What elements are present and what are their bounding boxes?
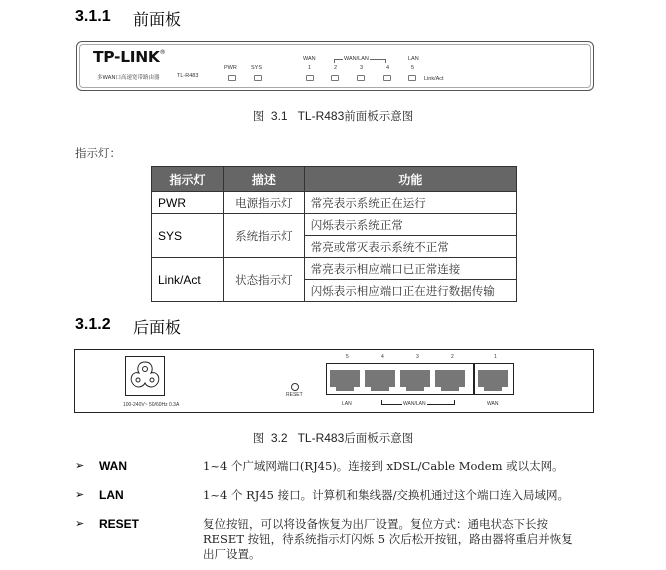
rear-wanlan-label: WAN/LAN (403, 401, 426, 407)
figure-caption-1: 图 3.1 TL-R483前面板示意图 (252, 109, 414, 123)
table-row (152, 258, 517, 280)
wan-group-label: WAN (303, 56, 316, 62)
section-number: 3.1.1 (75, 8, 111, 25)
model-label: TL-R483 (177, 73, 199, 79)
port-1-led (306, 75, 314, 81)
bullet-description: 复位按钮，可以将设备恢复为出厂设置。复位方式：通电状态下长按 RESET 按钮，待系统指示灯闪烁 5 次后松开按钮，路由器将重启并恢复 出厂设置。 (203, 517, 573, 561)
section-heading-front-panel (75, 8, 375, 30)
bullet-arrow-icon: ➢ (75, 518, 85, 530)
port-4-led (383, 75, 391, 81)
port-2-number: 2 (451, 354, 454, 360)
port-1-label: 1 (308, 65, 312, 71)
sys-label: SYS (251, 65, 263, 71)
description-cell: 系统指示灯 (223, 214, 304, 258)
rj45-port-2 (435, 370, 467, 393)
port-2-led (331, 75, 339, 81)
port-3-led (357, 75, 365, 81)
power-spec-label: 100-240V~ 50/60Hz 0.3A (123, 402, 180, 408)
indicator-label: 指示灯： (75, 146, 121, 160)
description-cell: 状态指示灯 (223, 258, 304, 302)
port-5-label: 5 (411, 65, 415, 71)
wanlan-bracket (334, 59, 386, 63)
function-cell: 常亮或常灭表示系统不正常 (304, 236, 516, 258)
bullet-arrow-icon: ➢ (75, 489, 85, 501)
bullet-term: RESET (99, 517, 140, 531)
power-socket-icon (126, 357, 164, 395)
section-title: 后面板 (133, 318, 182, 337)
indicator-cell: PWR (152, 192, 224, 214)
bullet-term: LAN (99, 488, 124, 502)
header-indicator: 指示灯 (152, 167, 224, 192)
table-row (152, 214, 517, 236)
function-cell: 常亮表示相应端口已正常连接 (304, 258, 516, 280)
function-cell: 闪烁表示相应端口正在进行数据传输 (304, 280, 516, 302)
function-cell: 闪烁表示系统正常 (304, 214, 516, 236)
figure-caption-2: 图 3.2 TL-R483后面板示意图 (252, 431, 414, 445)
rj45-port-4 (365, 370, 397, 393)
tp-link-logo: TP-LINK® (93, 48, 166, 66)
port-5-led (408, 75, 416, 81)
sys-led (254, 75, 262, 81)
port-4-number: 4 (381, 354, 384, 360)
bullet-term: WAN (99, 459, 127, 473)
header-function: 功能 (304, 167, 516, 192)
rj45-port-5 (330, 370, 362, 393)
rj45-port-1 (478, 370, 510, 393)
function-cell: 常亮表示系统正在运行 (304, 192, 516, 214)
section-heading-rear-panel (75, 316, 375, 338)
pwr-label: PWR (224, 65, 237, 71)
front-panel-diagram (76, 41, 594, 91)
bullet-item-reset (75, 517, 195, 533)
port-4-label: 4 (386, 65, 390, 71)
port-3-label: 3 (360, 65, 364, 71)
reset-label: RESET (286, 392, 303, 398)
section-number: 3.1.2 (75, 316, 111, 333)
power-socket (125, 356, 165, 396)
rear-panel-diagram (74, 349, 594, 413)
product-description: 多WAN口高速宽带路由器 (97, 75, 160, 81)
reset-button[interactable] (291, 383, 299, 391)
header-description: 描述 (223, 167, 304, 192)
section-title: 前面板 (133, 10, 182, 29)
rear-lan-label: LAN (342, 401, 352, 407)
rear-wan-label: WAN (487, 401, 499, 407)
pwr-led (228, 75, 236, 81)
bullet-item-wan (75, 459, 195, 475)
table-row (152, 192, 517, 214)
wanlan-group-label: WAN/LAN (344, 56, 369, 62)
port-5-number: 5 (346, 354, 349, 360)
rj45-port-3 (400, 370, 432, 393)
indicator-cell: Link/Act (152, 258, 224, 302)
link-act-label: Link/Act (424, 76, 444, 82)
port-1-number: 1 (494, 354, 497, 360)
bullet-item-lan (75, 488, 195, 504)
port-3-number: 3 (416, 354, 419, 360)
description-cell: 电源指示灯 (223, 192, 304, 214)
bullet-description: 1~4 个广域网端口(RJ45)。连接到 xDSL/Cable Modem 或以太网。 (203, 459, 564, 473)
bullet-arrow-icon: ➢ (75, 460, 85, 472)
port-2-label: 2 (334, 65, 338, 71)
table-header-row (152, 167, 517, 192)
indicator-cell: SYS (152, 214, 224, 258)
lan-group-label: LAN (408, 56, 419, 62)
bullet-description: 1~4 个 RJ45 接口。计算机和集线器/交换机通过这个端口连入局域网。 (203, 488, 570, 502)
indicator-table (151, 166, 517, 302)
